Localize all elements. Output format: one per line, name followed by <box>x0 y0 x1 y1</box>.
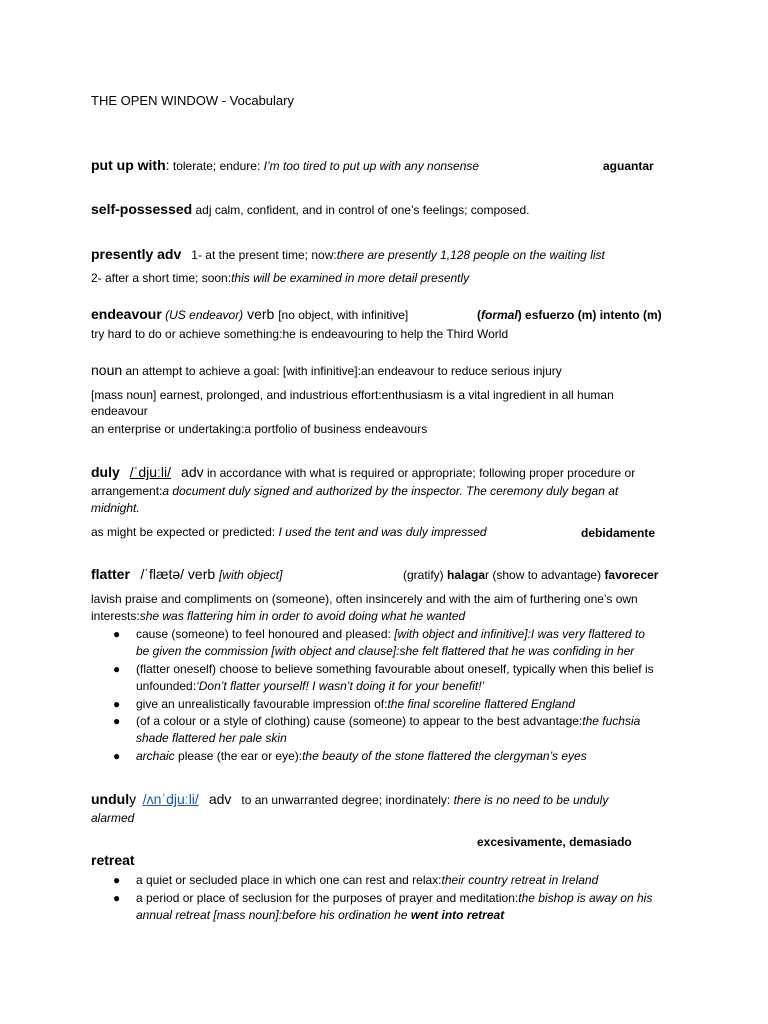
example: their country retreat in Ireland <box>441 873 599 887</box>
list-item: (flatter oneself) choose to believe something favourable about oneself, typically when this belief is <box>136 662 654 676</box>
list-item <box>136 889 652 907</box>
entry-duly <box>91 463 635 482</box>
spanish-translation: aguantar <box>603 159 654 173</box>
example: ‘Don’t flatter yourself! I wasn’t doing it for your benefit!’ <box>196 679 485 693</box>
example: a document duly signed and authorized by the inspector. The ceremony duly began at <box>162 484 619 498</box>
bullet: ● <box>113 873 121 887</box>
duly-sense-2 <box>91 523 487 541</box>
page-title: THE OPEN WINDOW - Vocabulary <box>91 93 294 108</box>
part-of-speech: noun <box>91 362 123 378</box>
definition: cause (someone) to feel honoured and pleased: <box>136 627 395 641</box>
spanish-translation <box>403 566 658 584</box>
headword-end: y <box>129 791 137 807</box>
headword: retreat <box>91 852 135 868</box>
list-item <box>136 712 640 730</box>
example: I used the tent and was duly impressed <box>278 525 487 539</box>
flatter-definition-cont <box>91 607 465 625</box>
translation: halaga <box>447 568 486 582</box>
definition: a quiet or secluded place in which one can rest and relax: <box>136 873 442 887</box>
flatter-definition: lavish praise and compliments on (someone), often insincerely and with the aim of furthering one’s own <box>91 592 638 606</box>
example: the fuchsia <box>582 714 641 728</box>
definition: in accordance with what is required or appropriate; following proper procedure or <box>203 466 636 480</box>
entry-retreat <box>91 851 135 870</box>
paren: ( <box>477 308 481 322</box>
entry-endeavour <box>91 305 408 324</box>
example: she was flattering him in order to avoid doing what he wanted <box>139 609 466 623</box>
gloss: (gratify) <box>403 568 448 582</box>
noun-sense-3: an enterprise or undertaking:a portfolio of business endeavours <box>91 422 428 436</box>
grammar-note: [no object, with infinitive] <box>278 308 409 322</box>
definition: a period or place of seclusion for the purposes of prayer and meditation: <box>136 891 519 905</box>
pronunciation: /ˈdjuːli/ <box>129 464 172 480</box>
gloss: r (show to advantage) <box>485 568 605 582</box>
noun-sense-1 <box>91 361 562 380</box>
list-item <box>136 871 598 889</box>
duly-def-cont <box>91 482 618 500</box>
headword: presently adv <box>91 246 182 262</box>
verb-definition: try hard to do or achieve something:he is endeavouring to help the Third World <box>91 327 509 341</box>
definition: an attempt to achieve a goal: [with infinitive]:an endeavour to reduce serious injury <box>122 364 562 378</box>
entry-self-possessed <box>91 200 529 219</box>
headword: flatter <box>91 566 130 582</box>
definition: arrangement: <box>91 484 163 498</box>
entry-unduly <box>91 790 608 809</box>
example: the final scoreline flattered England <box>387 697 575 711</box>
headword: endeavour <box>91 306 162 322</box>
example: there are presently 1,128 people on the waiting list <box>336 248 605 262</box>
duly-example-cont: midnight. <box>91 501 140 515</box>
list-item-cont <box>136 677 484 695</box>
headword: duly <box>91 464 120 480</box>
example: annual retreat [mass noun]:before his ordination he <box>136 908 411 922</box>
list-item <box>136 625 645 643</box>
colon: : <box>165 157 170 173</box>
bullet: ● <box>113 749 121 763</box>
entry-flatter <box>91 565 282 584</box>
part-of-speech: verb <box>243 306 279 322</box>
definition: unfounded: <box>136 679 197 693</box>
example: this will be examined in more detail presently <box>231 271 470 285</box>
example: I’m too tired to put up with any nonsense <box>263 159 480 173</box>
spanish-translation: excesivamente, demasiado <box>477 835 632 849</box>
headword: put up with <box>91 157 166 173</box>
list-item-cont: shade flattered her pale skin <box>136 731 287 745</box>
headword: undul <box>91 791 130 807</box>
register-label: archaic <box>136 749 175 763</box>
definition: tolerate; endure: <box>169 159 264 173</box>
pronunciation: /ˈflætə/ <box>136 566 185 582</box>
example: the bishop is away on his <box>518 891 653 905</box>
bullet: ● <box>113 627 121 641</box>
list-item <box>136 695 575 713</box>
noun-sense-2-cont: endeavour <box>91 404 148 418</box>
entry-put-up-with <box>91 156 479 175</box>
definition: 1- at the present time; now: <box>191 248 337 262</box>
definition: to an unwarranted degree; inordinately: <box>238 793 454 807</box>
translation: favorecer <box>604 568 659 582</box>
part-of-speech: adv <box>181 464 204 480</box>
part-of-speech: verb <box>184 566 220 582</box>
presently-sense-2 <box>91 269 469 287</box>
definition: 2- after a short time; soon: <box>91 271 232 285</box>
bullet: ● <box>113 662 121 676</box>
example: there is no need to be unduly <box>453 793 609 807</box>
list-item-cont <box>136 906 504 924</box>
grammar-note: [with object] <box>219 568 283 582</box>
entry-presently <box>91 245 605 264</box>
definition: interests: <box>91 609 140 623</box>
pronunciation-link[interactable]: /ʌnˈdjuːli/ <box>142 791 199 807</box>
part-of-speech: adv <box>208 791 232 807</box>
bullet: ● <box>113 697 121 711</box>
definition: (of a colour or a style of clothing) cause (someone) to appear to the best advantage: <box>136 714 583 728</box>
headword: self-possessed <box>91 201 193 217</box>
list-item-cont: be given the commission [with object and clause]:she felt flattered that he was confiding in her <box>136 644 635 658</box>
register-label: formal <box>481 308 518 322</box>
definition: please (the ear or eye): <box>174 749 303 763</box>
definition: give an unrealistically favourable impression of: <box>136 697 388 711</box>
spanish-translation <box>477 306 662 324</box>
definition: as might be expected or predicted: <box>91 525 279 539</box>
list-item <box>136 747 587 765</box>
example: [with object and infinitive]:I was very flattered to <box>394 627 645 641</box>
us-spelling: (US endeavor) <box>161 308 244 322</box>
example: the beauty of the stone flattered the clergyman’s eyes <box>302 749 587 763</box>
bullet: ● <box>113 891 121 905</box>
example-emphasis: went into retreat <box>410 908 505 922</box>
unduly-example-cont: alarmed <box>91 811 135 825</box>
noun-sense-2: [mass noun] earnest, prolonged, and industrious effort:enthusiasm is a vital ingredient in all human <box>91 388 614 402</box>
bullet: ● <box>113 714 121 728</box>
translation-text: ) esfuerzo (m) intento (m) <box>517 308 662 322</box>
spanish-translation: debidamente <box>581 526 656 540</box>
definition: adj calm, confident, and in control of one’s feelings; composed. <box>192 203 530 217</box>
